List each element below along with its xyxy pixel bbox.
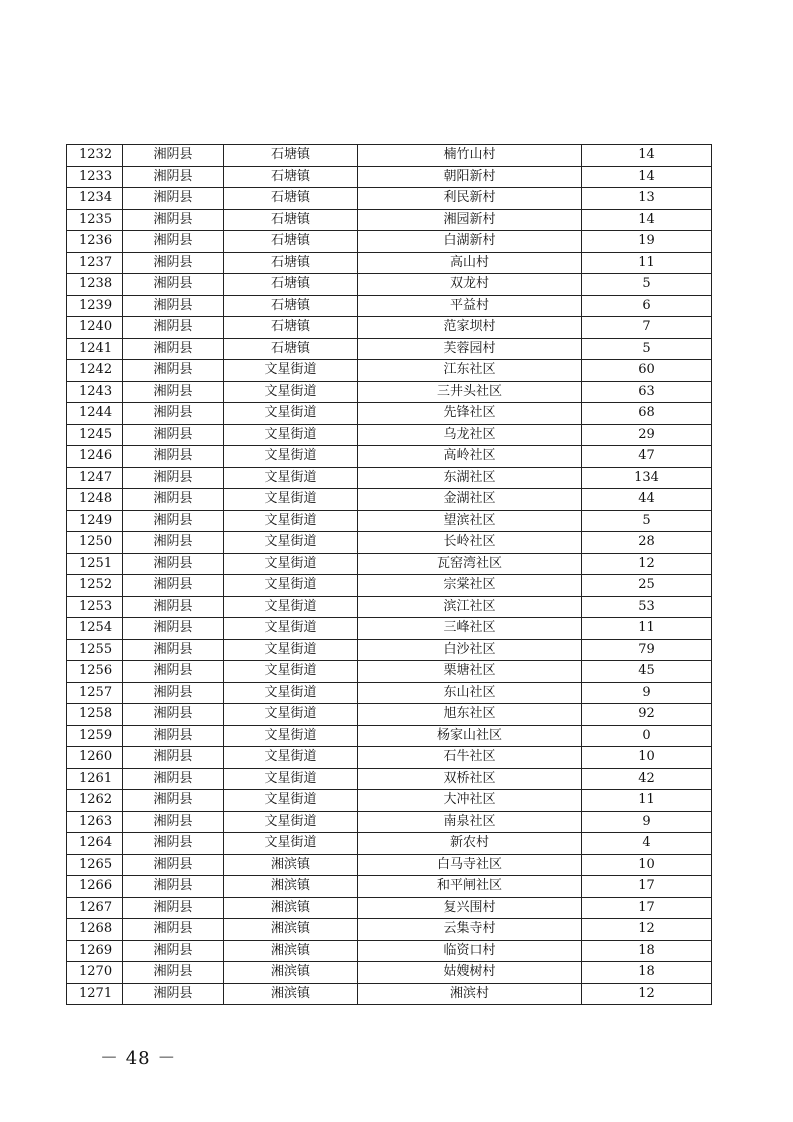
county-cell: 湘阴县 bbox=[123, 252, 224, 274]
table-row bbox=[67, 876, 712, 898]
count-cell: 25 bbox=[582, 575, 712, 597]
count-cell: 29 bbox=[582, 424, 712, 446]
row-index-cell: 1244 bbox=[67, 403, 123, 425]
county-cell: 湘阴县 bbox=[123, 811, 224, 833]
village-cell: 云集寺村 bbox=[358, 919, 582, 941]
count-cell: 28 bbox=[582, 532, 712, 554]
row-index-cell: 1265 bbox=[67, 854, 123, 876]
table-row bbox=[67, 790, 712, 812]
count-cell: 14 bbox=[582, 166, 712, 188]
table-row bbox=[67, 424, 712, 446]
town-cell: 文星街道 bbox=[224, 532, 358, 554]
table-row bbox=[67, 381, 712, 403]
town-cell: 湘滨镇 bbox=[224, 940, 358, 962]
table-row bbox=[67, 897, 712, 919]
county-cell: 湘阴县 bbox=[123, 510, 224, 532]
count-cell: 18 bbox=[582, 962, 712, 984]
table-row bbox=[67, 317, 712, 339]
county-cell: 湘阴县 bbox=[123, 295, 224, 317]
county-cell: 湘阴县 bbox=[123, 725, 224, 747]
village-cell: 姑嫂树村 bbox=[358, 962, 582, 984]
table-row bbox=[67, 811, 712, 833]
county-cell: 湘阴县 bbox=[123, 209, 224, 231]
table-row bbox=[67, 231, 712, 253]
row-index-cell: 1251 bbox=[67, 553, 123, 575]
county-cell: 湘阴县 bbox=[123, 919, 224, 941]
village-cell: 高山村 bbox=[358, 252, 582, 274]
row-index-cell: 1262 bbox=[67, 790, 123, 812]
village-cell: 白马寺社区 bbox=[358, 854, 582, 876]
table-row bbox=[67, 403, 712, 425]
town-cell: 石塘镇 bbox=[224, 188, 358, 210]
row-index-cell: 1269 bbox=[67, 940, 123, 962]
count-cell: 14 bbox=[582, 209, 712, 231]
row-index-cell: 1266 bbox=[67, 876, 123, 898]
table-row bbox=[67, 360, 712, 382]
table-row bbox=[67, 467, 712, 489]
county-cell: 湘阴县 bbox=[123, 596, 224, 618]
town-cell: 文星街道 bbox=[224, 596, 358, 618]
table-row bbox=[67, 919, 712, 941]
table-row bbox=[67, 532, 712, 554]
row-index-cell: 1235 bbox=[67, 209, 123, 231]
town-cell: 石塘镇 bbox=[224, 274, 358, 296]
count-cell: 5 bbox=[582, 510, 712, 532]
county-cell: 湘阴县 bbox=[123, 747, 224, 769]
count-cell: 45 bbox=[582, 661, 712, 683]
table-row bbox=[67, 940, 712, 962]
data-table bbox=[66, 144, 712, 1005]
village-cell: 双桥社区 bbox=[358, 768, 582, 790]
table-row bbox=[67, 639, 712, 661]
county-cell: 湘阴县 bbox=[123, 188, 224, 210]
county-cell: 湘阴县 bbox=[123, 661, 224, 683]
table-row bbox=[67, 489, 712, 511]
row-index-cell: 1233 bbox=[67, 166, 123, 188]
town-cell: 文星街道 bbox=[224, 381, 358, 403]
count-cell: 9 bbox=[582, 811, 712, 833]
table-row bbox=[67, 725, 712, 747]
row-index-cell: 1241 bbox=[67, 338, 123, 360]
count-cell: 17 bbox=[582, 876, 712, 898]
count-cell: 13 bbox=[582, 188, 712, 210]
county-cell: 湘阴县 bbox=[123, 467, 224, 489]
count-cell: 134 bbox=[582, 467, 712, 489]
row-index-cell: 1260 bbox=[67, 747, 123, 769]
village-cell: 旭东社区 bbox=[358, 704, 582, 726]
town-cell: 文星街道 bbox=[224, 424, 358, 446]
row-index-cell: 1258 bbox=[67, 704, 123, 726]
row-index-cell: 1259 bbox=[67, 725, 123, 747]
town-cell: 石塘镇 bbox=[224, 145, 358, 167]
village-cell: 白沙社区 bbox=[358, 639, 582, 661]
row-index-cell: 1236 bbox=[67, 231, 123, 253]
count-cell: 12 bbox=[582, 553, 712, 575]
county-cell: 湘阴县 bbox=[123, 790, 224, 812]
town-cell: 文星街道 bbox=[224, 489, 358, 511]
table-row bbox=[67, 446, 712, 468]
count-cell: 4 bbox=[582, 833, 712, 855]
row-index-cell: 1234 bbox=[67, 188, 123, 210]
county-cell: 湘阴县 bbox=[123, 639, 224, 661]
town-cell: 文星街道 bbox=[224, 725, 358, 747]
village-cell: 湘园新村 bbox=[358, 209, 582, 231]
town-cell: 文星街道 bbox=[224, 403, 358, 425]
table-row bbox=[67, 274, 712, 296]
table-row bbox=[67, 188, 712, 210]
row-index-cell: 1255 bbox=[67, 639, 123, 661]
count-cell: 9 bbox=[582, 682, 712, 704]
row-index-cell: 1264 bbox=[67, 833, 123, 855]
village-cell: 和平闸社区 bbox=[358, 876, 582, 898]
count-cell: 10 bbox=[582, 854, 712, 876]
village-cell: 湘滨村 bbox=[358, 983, 582, 1005]
count-cell: 6 bbox=[582, 295, 712, 317]
village-cell: 范家坝村 bbox=[358, 317, 582, 339]
town-cell: 湘滨镇 bbox=[224, 876, 358, 898]
village-cell: 朝阳新村 bbox=[358, 166, 582, 188]
count-cell: 5 bbox=[582, 274, 712, 296]
count-cell: 17 bbox=[582, 897, 712, 919]
table-row bbox=[67, 962, 712, 984]
count-cell: 63 bbox=[582, 381, 712, 403]
county-cell: 湘阴县 bbox=[123, 682, 224, 704]
row-index-cell: 1232 bbox=[67, 145, 123, 167]
village-cell: 东山社区 bbox=[358, 682, 582, 704]
county-cell: 湘阴县 bbox=[123, 704, 224, 726]
count-cell: 12 bbox=[582, 983, 712, 1005]
town-cell: 文星街道 bbox=[224, 833, 358, 855]
row-index-cell: 1261 bbox=[67, 768, 123, 790]
count-cell: 7 bbox=[582, 317, 712, 339]
village-cell: 金湖社区 bbox=[358, 489, 582, 511]
town-cell: 石塘镇 bbox=[224, 338, 358, 360]
count-cell: 11 bbox=[582, 252, 712, 274]
row-index-cell: 1253 bbox=[67, 596, 123, 618]
table-row bbox=[67, 145, 712, 167]
town-cell: 文星街道 bbox=[224, 639, 358, 661]
row-index-cell: 1240 bbox=[67, 317, 123, 339]
row-index-cell: 1242 bbox=[67, 360, 123, 382]
row-index-cell: 1268 bbox=[67, 919, 123, 941]
village-cell: 瓦窑湾社区 bbox=[358, 553, 582, 575]
row-index-cell: 1247 bbox=[67, 467, 123, 489]
village-cell: 白湖新村 bbox=[358, 231, 582, 253]
town-cell: 湘滨镇 bbox=[224, 919, 358, 941]
count-cell: 92 bbox=[582, 704, 712, 726]
village-cell: 望滨社区 bbox=[358, 510, 582, 532]
county-cell: 湘阴县 bbox=[123, 274, 224, 296]
town-cell: 文星街道 bbox=[224, 747, 358, 769]
row-index-cell: 1252 bbox=[67, 575, 123, 597]
county-cell: 湘阴县 bbox=[123, 403, 224, 425]
table-row bbox=[67, 575, 712, 597]
row-index-cell: 1256 bbox=[67, 661, 123, 683]
row-index-cell: 1248 bbox=[67, 489, 123, 511]
count-cell: 10 bbox=[582, 747, 712, 769]
table-row bbox=[67, 854, 712, 876]
town-cell: 文星街道 bbox=[224, 768, 358, 790]
table-row bbox=[67, 618, 712, 640]
village-cell: 临资口村 bbox=[358, 940, 582, 962]
county-cell: 湘阴县 bbox=[123, 532, 224, 554]
village-cell: 芙蓉园村 bbox=[358, 338, 582, 360]
town-cell: 文星街道 bbox=[224, 446, 358, 468]
count-cell: 68 bbox=[582, 403, 712, 425]
row-index-cell: 1239 bbox=[67, 295, 123, 317]
table-row bbox=[67, 596, 712, 618]
village-cell: 新农村 bbox=[358, 833, 582, 855]
town-cell: 文星街道 bbox=[224, 510, 358, 532]
county-cell: 湘阴县 bbox=[123, 338, 224, 360]
row-index-cell: 1237 bbox=[67, 252, 123, 274]
town-cell: 石塘镇 bbox=[224, 166, 358, 188]
count-cell: 18 bbox=[582, 940, 712, 962]
count-cell: 5 bbox=[582, 338, 712, 360]
county-cell: 湘阴县 bbox=[123, 166, 224, 188]
town-cell: 文星街道 bbox=[224, 575, 358, 597]
row-index-cell: 1249 bbox=[67, 510, 123, 532]
table-row bbox=[67, 661, 712, 683]
village-cell: 滨江社区 bbox=[358, 596, 582, 618]
table-row bbox=[67, 510, 712, 532]
county-cell: 湘阴县 bbox=[123, 145, 224, 167]
row-index-cell: 1243 bbox=[67, 381, 123, 403]
village-cell: 大冲社区 bbox=[358, 790, 582, 812]
row-index-cell: 1267 bbox=[67, 897, 123, 919]
village-cell: 杨家山社区 bbox=[358, 725, 582, 747]
table-row bbox=[67, 833, 712, 855]
village-cell: 东湖社区 bbox=[358, 467, 582, 489]
count-cell: 47 bbox=[582, 446, 712, 468]
table-row bbox=[67, 983, 712, 1005]
county-cell: 湘阴县 bbox=[123, 317, 224, 339]
village-cell: 长岭社区 bbox=[358, 532, 582, 554]
town-cell: 石塘镇 bbox=[224, 209, 358, 231]
count-cell: 79 bbox=[582, 639, 712, 661]
county-cell: 湘阴县 bbox=[123, 833, 224, 855]
page-number: － 48 － bbox=[100, 1048, 177, 1069]
county-cell: 湘阴县 bbox=[123, 446, 224, 468]
row-index-cell: 1263 bbox=[67, 811, 123, 833]
village-cell: 南泉社区 bbox=[358, 811, 582, 833]
village-cell: 双龙村 bbox=[358, 274, 582, 296]
row-index-cell: 1238 bbox=[67, 274, 123, 296]
town-cell: 石塘镇 bbox=[224, 231, 358, 253]
town-cell: 文星街道 bbox=[224, 467, 358, 489]
town-cell: 文星街道 bbox=[224, 553, 358, 575]
county-cell: 湘阴县 bbox=[123, 897, 224, 919]
village-cell: 乌龙社区 bbox=[358, 424, 582, 446]
town-cell: 湘滨镇 bbox=[224, 962, 358, 984]
row-index-cell: 1257 bbox=[67, 682, 123, 704]
county-cell: 湘阴县 bbox=[123, 983, 224, 1005]
row-index-cell: 1271 bbox=[67, 983, 123, 1005]
town-cell: 文星街道 bbox=[224, 704, 358, 726]
town-cell: 文星街道 bbox=[224, 790, 358, 812]
town-cell: 文星街道 bbox=[224, 811, 358, 833]
village-cell: 利民新村 bbox=[358, 188, 582, 210]
county-cell: 湘阴县 bbox=[123, 876, 224, 898]
county-cell: 湘阴县 bbox=[123, 768, 224, 790]
count-cell: 11 bbox=[582, 618, 712, 640]
county-cell: 湘阴县 bbox=[123, 575, 224, 597]
county-cell: 湘阴县 bbox=[123, 854, 224, 876]
count-cell: 53 bbox=[582, 596, 712, 618]
county-cell: 湘阴县 bbox=[123, 424, 224, 446]
village-cell: 楠竹山村 bbox=[358, 145, 582, 167]
table-row bbox=[67, 338, 712, 360]
county-cell: 湘阴县 bbox=[123, 231, 224, 253]
village-cell: 先锋社区 bbox=[358, 403, 582, 425]
table-body bbox=[67, 145, 712, 1005]
count-cell: 60 bbox=[582, 360, 712, 382]
town-cell: 湘滨镇 bbox=[224, 897, 358, 919]
town-cell: 湘滨镇 bbox=[224, 983, 358, 1005]
table-row bbox=[67, 209, 712, 231]
town-cell: 湘滨镇 bbox=[224, 854, 358, 876]
town-cell: 文星街道 bbox=[224, 682, 358, 704]
table-row bbox=[67, 553, 712, 575]
village-cell: 江东社区 bbox=[358, 360, 582, 382]
village-cell: 三峰社区 bbox=[358, 618, 582, 640]
town-cell: 文星街道 bbox=[224, 661, 358, 683]
row-index-cell: 1245 bbox=[67, 424, 123, 446]
count-cell: 14 bbox=[582, 145, 712, 167]
table-row bbox=[67, 704, 712, 726]
row-index-cell: 1254 bbox=[67, 618, 123, 640]
village-cell: 高岭社区 bbox=[358, 446, 582, 468]
village-cell: 平益村 bbox=[358, 295, 582, 317]
table-row bbox=[67, 166, 712, 188]
row-index-cell: 1246 bbox=[67, 446, 123, 468]
county-cell: 湘阴县 bbox=[123, 553, 224, 575]
town-cell: 文星街道 bbox=[224, 360, 358, 382]
table-row bbox=[67, 768, 712, 790]
count-cell: 42 bbox=[582, 768, 712, 790]
village-cell: 三井头社区 bbox=[358, 381, 582, 403]
count-cell: 0 bbox=[582, 725, 712, 747]
town-cell: 文星街道 bbox=[224, 618, 358, 640]
count-cell: 19 bbox=[582, 231, 712, 253]
county-cell: 湘阴县 bbox=[123, 489, 224, 511]
count-cell: 44 bbox=[582, 489, 712, 511]
town-cell: 石塘镇 bbox=[224, 317, 358, 339]
village-cell: 宗棠社区 bbox=[358, 575, 582, 597]
table-row bbox=[67, 747, 712, 769]
county-cell: 湘阴县 bbox=[123, 940, 224, 962]
town-cell: 石塘镇 bbox=[224, 295, 358, 317]
table-row bbox=[67, 252, 712, 274]
town-cell: 石塘镇 bbox=[224, 252, 358, 274]
village-cell: 栗塘社区 bbox=[358, 661, 582, 683]
table-row bbox=[67, 682, 712, 704]
count-cell: 12 bbox=[582, 919, 712, 941]
table-row bbox=[67, 295, 712, 317]
county-cell: 湘阴县 bbox=[123, 381, 224, 403]
county-cell: 湘阴县 bbox=[123, 360, 224, 382]
county-cell: 湘阴县 bbox=[123, 962, 224, 984]
village-cell: 复兴围村 bbox=[358, 897, 582, 919]
village-cell: 石牛社区 bbox=[358, 747, 582, 769]
county-cell: 湘阴县 bbox=[123, 618, 224, 640]
count-cell: 11 bbox=[582, 790, 712, 812]
row-index-cell: 1250 bbox=[67, 532, 123, 554]
row-index-cell: 1270 bbox=[67, 962, 123, 984]
